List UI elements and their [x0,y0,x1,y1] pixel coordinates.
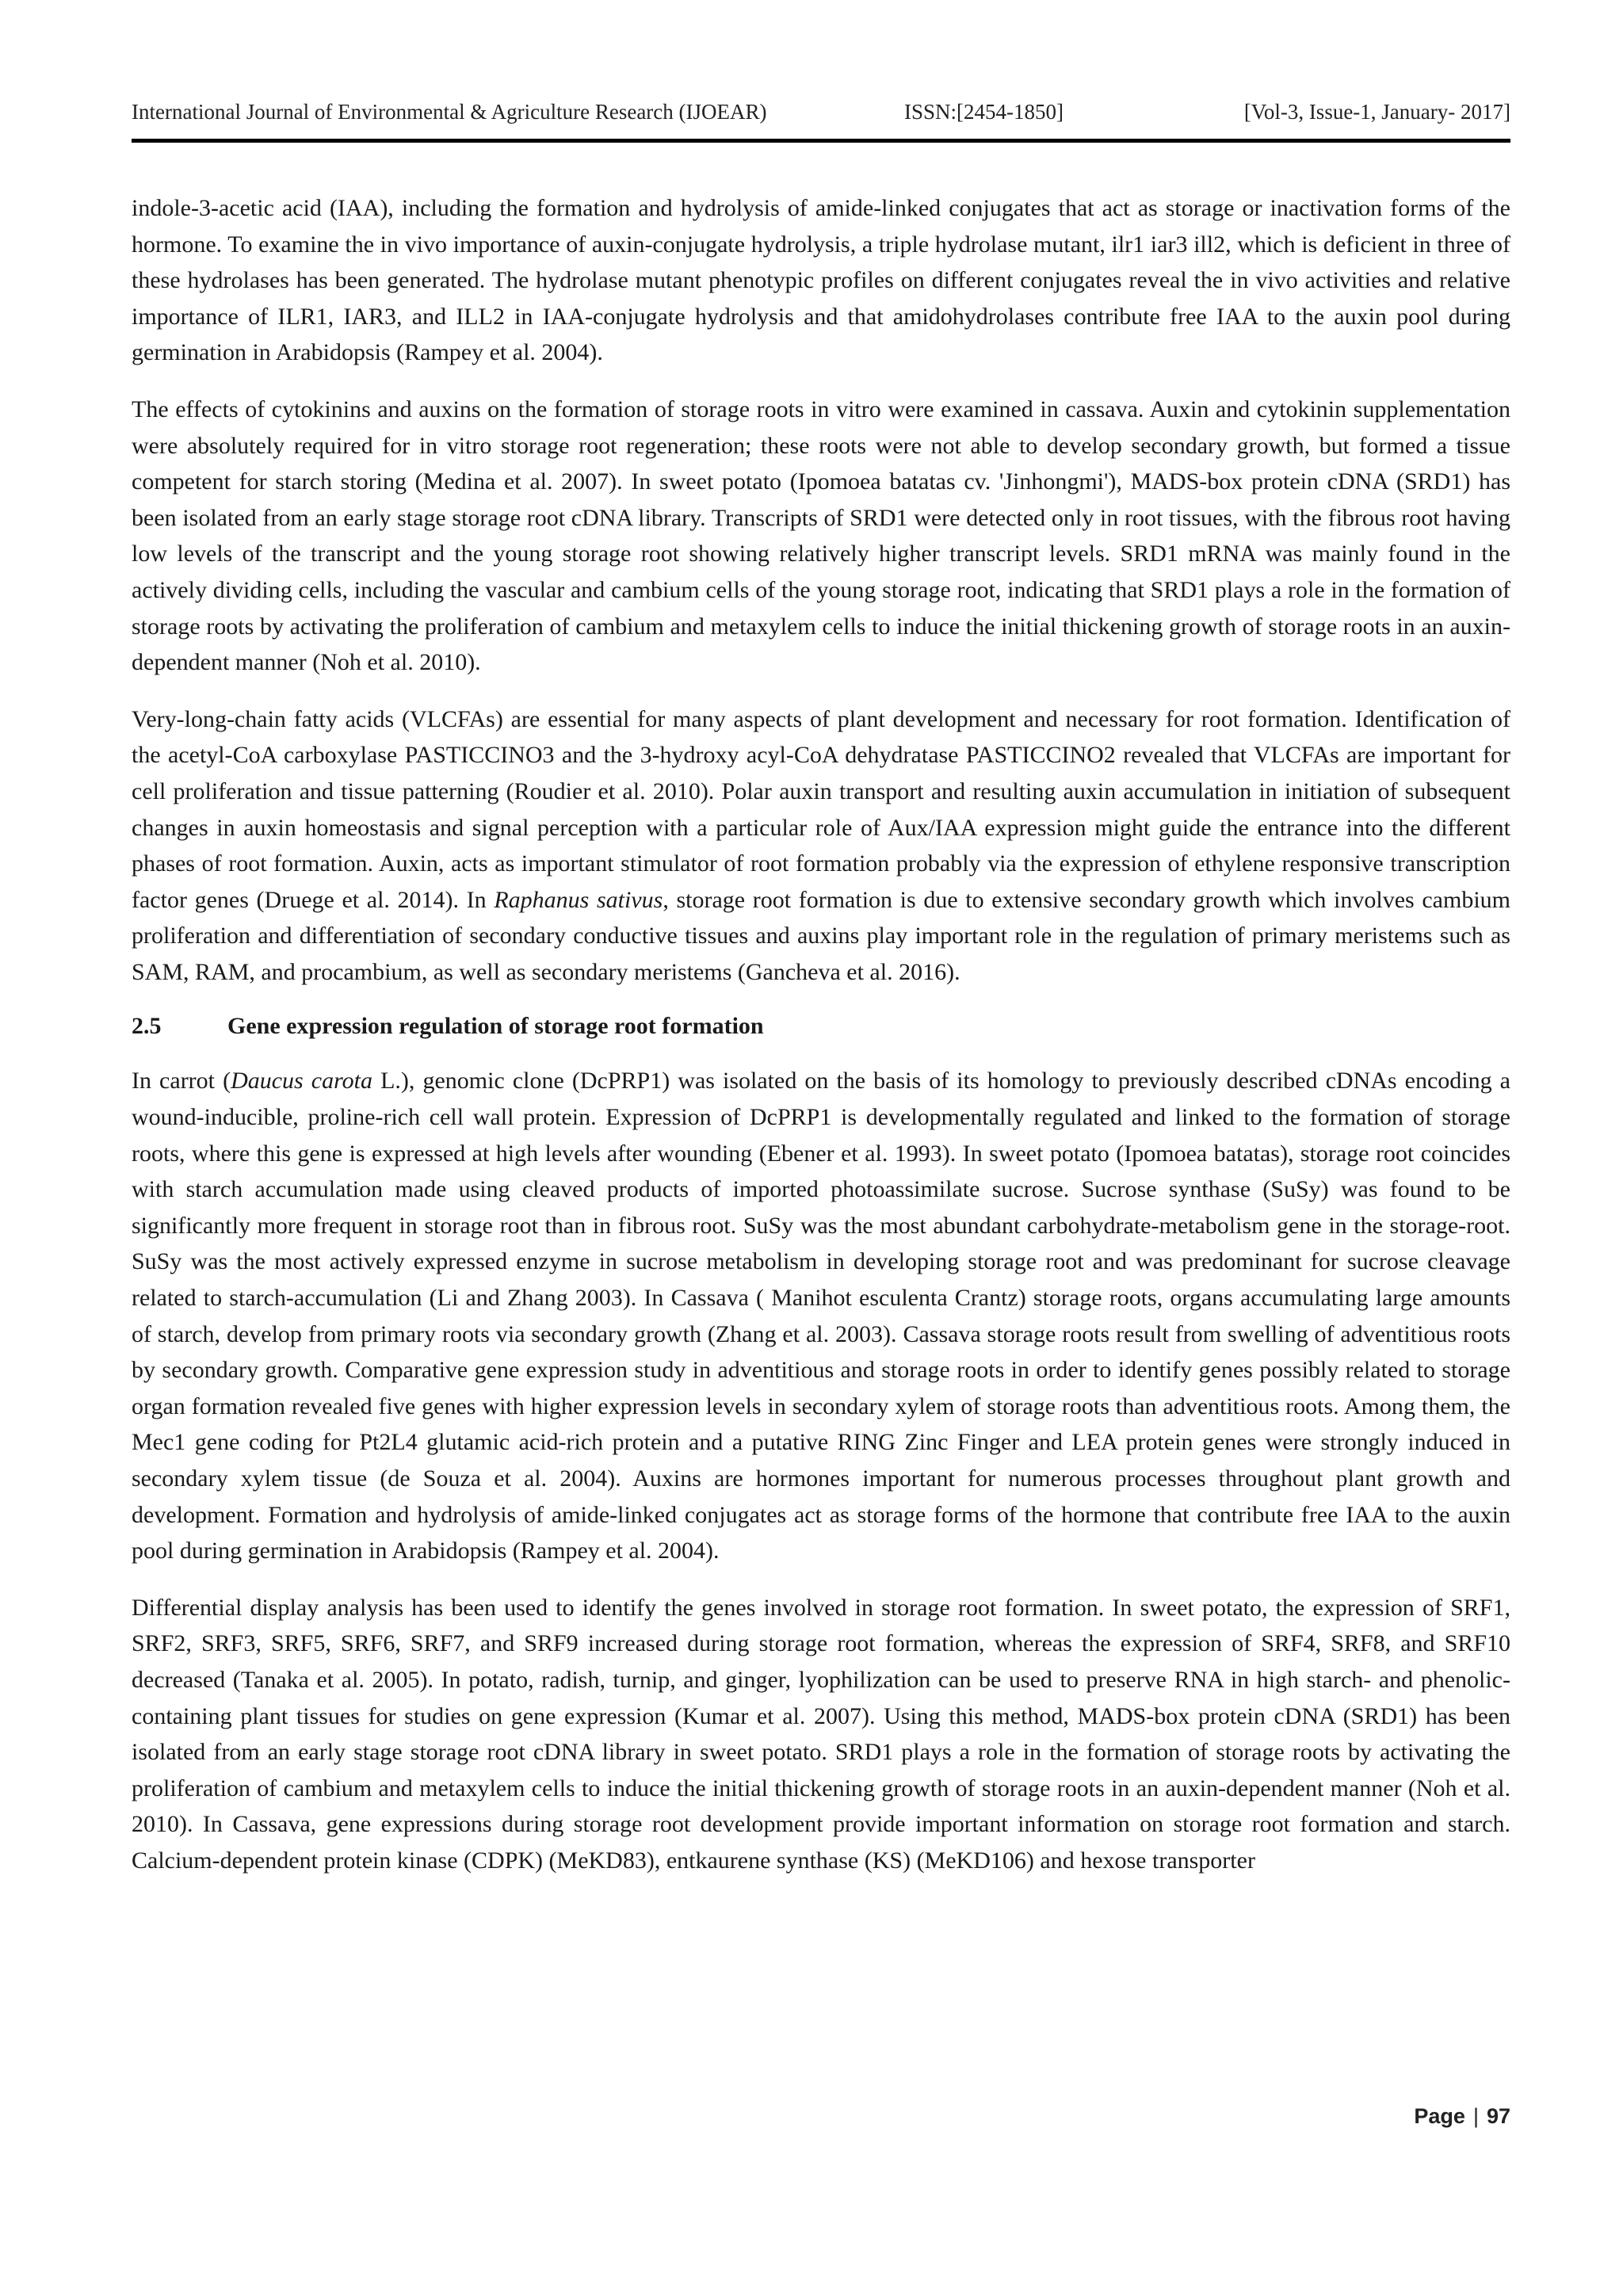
volume-issue: [Vol-3, Issue-1, January- 2017] [1243,100,1510,124]
page-number: 97 [1486,2104,1510,2128]
paragraph: The effects of cytokinins and auxins on the formation of storage roots in vitro were examined in cassava. Auxin and cytokinin supplementation were absolutely required for in vitro storage root regeneration; these roots were not able to develop secondary growth, but formed a tissue competent for starch storing (Medina et al. 2007). In sweet potato (Ipomoea batatas cv. 'Jinhongmi'), MADS-box protein cDNA (SRD1) has been isolated from an early stage storage root cDNA library. Transcripts of SRD1 were detected only in root tissues, with the fibrous root having low levels of the transcript and the young storage root showing relatively higher transcript levels. SRD1 mRNA was mainly found in the actively dividing cells, including the vascular and cambium cells of the young storage root, indicating that SRD1 plays a role in the formation of storage roots by activating the proliferation of cambium and metaxylem cells to induce the initial thickening growth of storage roots in an auxin-dependent manner (Noh et al. 2010). [132,395,1510,676]
paragraph-text: In carrot ( [132,1068,231,1095]
article-body [132,190,1510,1900]
header-rule [132,139,1510,143]
page-label: Page [1414,2104,1465,2128]
paragraph [132,701,1510,991]
issn: ISSN:[2454-1850] [904,100,1064,124]
running-header [132,100,1510,136]
paragraph: Differential display analysis has been used to identify the genes involved in storage root formation. In sweet potato, the expression of SRF1, SRF2, SRF3, SRF5, SRF6, SRF7, and SRF9 increased during storage root formation, whereas the expression of SRF4, SRF8, and SRF10 decreased (Tanaka et al. 2005). In potato, radish, turnip, and ginger, lyophilization can be used to preserve RNA in high starch- and phenolic-containing plant tissues for studies on gene expression (Kumar et al. 2007). Using this method, MADS-box protein cDNA (SRD1) has been isolated from an early stage storage root cDNA library in sweet potato. SRD1 plays a role in the formation of storage roots by activating the proliferation of cambium and metaxylem cells to induce the initial thickening growth of storage roots in an auxin-dependent manner (Noh et al. 2010). In Cassava, gene expressions during storage root development provide important information on storage root formation and starch. Calcium-dependent protein kinase (CDPK) (MeKD83), entkaurene synthase (KS) (MeKD106) and hexose transporter [132,1594,1510,1874]
section-number: 2.5 [132,1013,162,1040]
journal-title: International Journal of Environmental & Agriculture Research (IJOEAR) [132,100,767,124]
paragraph: indole-3-acetic acid (IAA), including the formation and hydrolysis of amide-linked conjugates that act as storage or inactivation forms of the hormone. To examine the in vivo importance of auxin-conjugate hydrolysis, a triple hydrolase mutant, ilr1 iar3 ill2, which is deficient in three of these hydrolases has been generated. The hydrolase mutant phenotypic profiles on different conjugates reveal the in vivo activities and relative importance of ILR1, IAR3, and ILL2 in IAA-conjugate hydrolysis and that amidohydrolases contribute free IAA to the auxin pool during germination in Arabidopsis (Rampey et al. 2004). [132,195,1510,366]
section-title: Gene expression regulation of storage root formation [227,1013,764,1040]
species-name: Daucus carota [231,1068,373,1095]
section-heading [132,1010,1510,1042]
paragraph [132,1063,1510,1568]
paragraph-text: , storage root formation is due to extensive secondary growth which involves cambium proliferation and differentiation of secondary conductive tissues and auxins play important role in the regulation of primary meristems such as SAM, RAM, and procambium, as well as secondary meristems (Gancheva et al. 2016). [132,886,1511,985]
paragraph-text: L.), genomic clone (DcPRP1) was isolated on the basis of its homology to previously described cDNAs encoding a wound-inducible, proline-rich cell wall protein. Expression of DcPRP1 is developmentally regulated and linked to the formation of storage roots, where this gene is expressed at high levels after wounding (Ebener et al. 1993). In sweet potato (Ipomoea batatas), storage root coincides with starch accumulation made using cleaved products of imported photoassimilate sucrose. Sucrose synthase (SuSy) was found to be significantly more frequent in storage root than in fibrous root. SuSy was the most abundant carbohydrate-metabolism gene in the storage-root. SuSy was the most actively expressed enzyme in sucrose metabolism in developing storage root and was predominant for sucrose cleavage related to starch-accumulation (Li and Zhang 2003). In Cassava ( Manihot esculenta Crantz) storage roots, organs accumulating large amounts of starch, develop from primary roots via secondary growth (Zhang et al. 2003). Cassava storage roots result from swelling of adventitious roots by secondary growth. Comparative gene expression study in adventitious and storage roots in order to identify genes possibly related to storage organ formation revealed five genes with higher expression levels in secondary xylem of storage roots than adventitious roots. Among them, the Mec1 gene coding for Pt2L4 glutamic acid-rich protein and a putative RING Zinc Finger and LEA protein genes were strongly induced in secondary xylem tissue (de Souza et al. 2004). Auxins are hormones important for numerous processes throughout plant growth and development. Formation and hydrolysis of amide-linked conjugates act as storage forms of the hormone that contribute free IAA to the auxin pool during germination in Arabidopsis (Rampey et al. 2004). [132,1068,1510,1564]
page-separator: | [1472,2104,1479,2128]
paragraph-text: Very-long-chain fatty acids (VLCFAs) are essential for many aspects of plant development and necessary for root formation. Identification of the acetyl-CoA carboxylase PASTICCINO3 and the 3-hydroxy acyl-CoA dehydratase PASTICCINO2 revealed that VLCFAs are important for cell proliferation and tissue patterning (Roudier et al. 2010). Polar auxin transport and resulting auxin accumulation in initiation of subsequent changes in auxin homeostasis and signal perception with a particular role of Aux/IAA expression might guide the entrance into the different phases of root formation. Auxin, acts as important stimulator of root formation probably via the expression of ethylene responsive transcription factor genes (Druege et al. 2014). In [132,705,1510,913]
species-name: Raphanus sativus [494,886,663,913]
page-footer [1414,2104,1510,2129]
